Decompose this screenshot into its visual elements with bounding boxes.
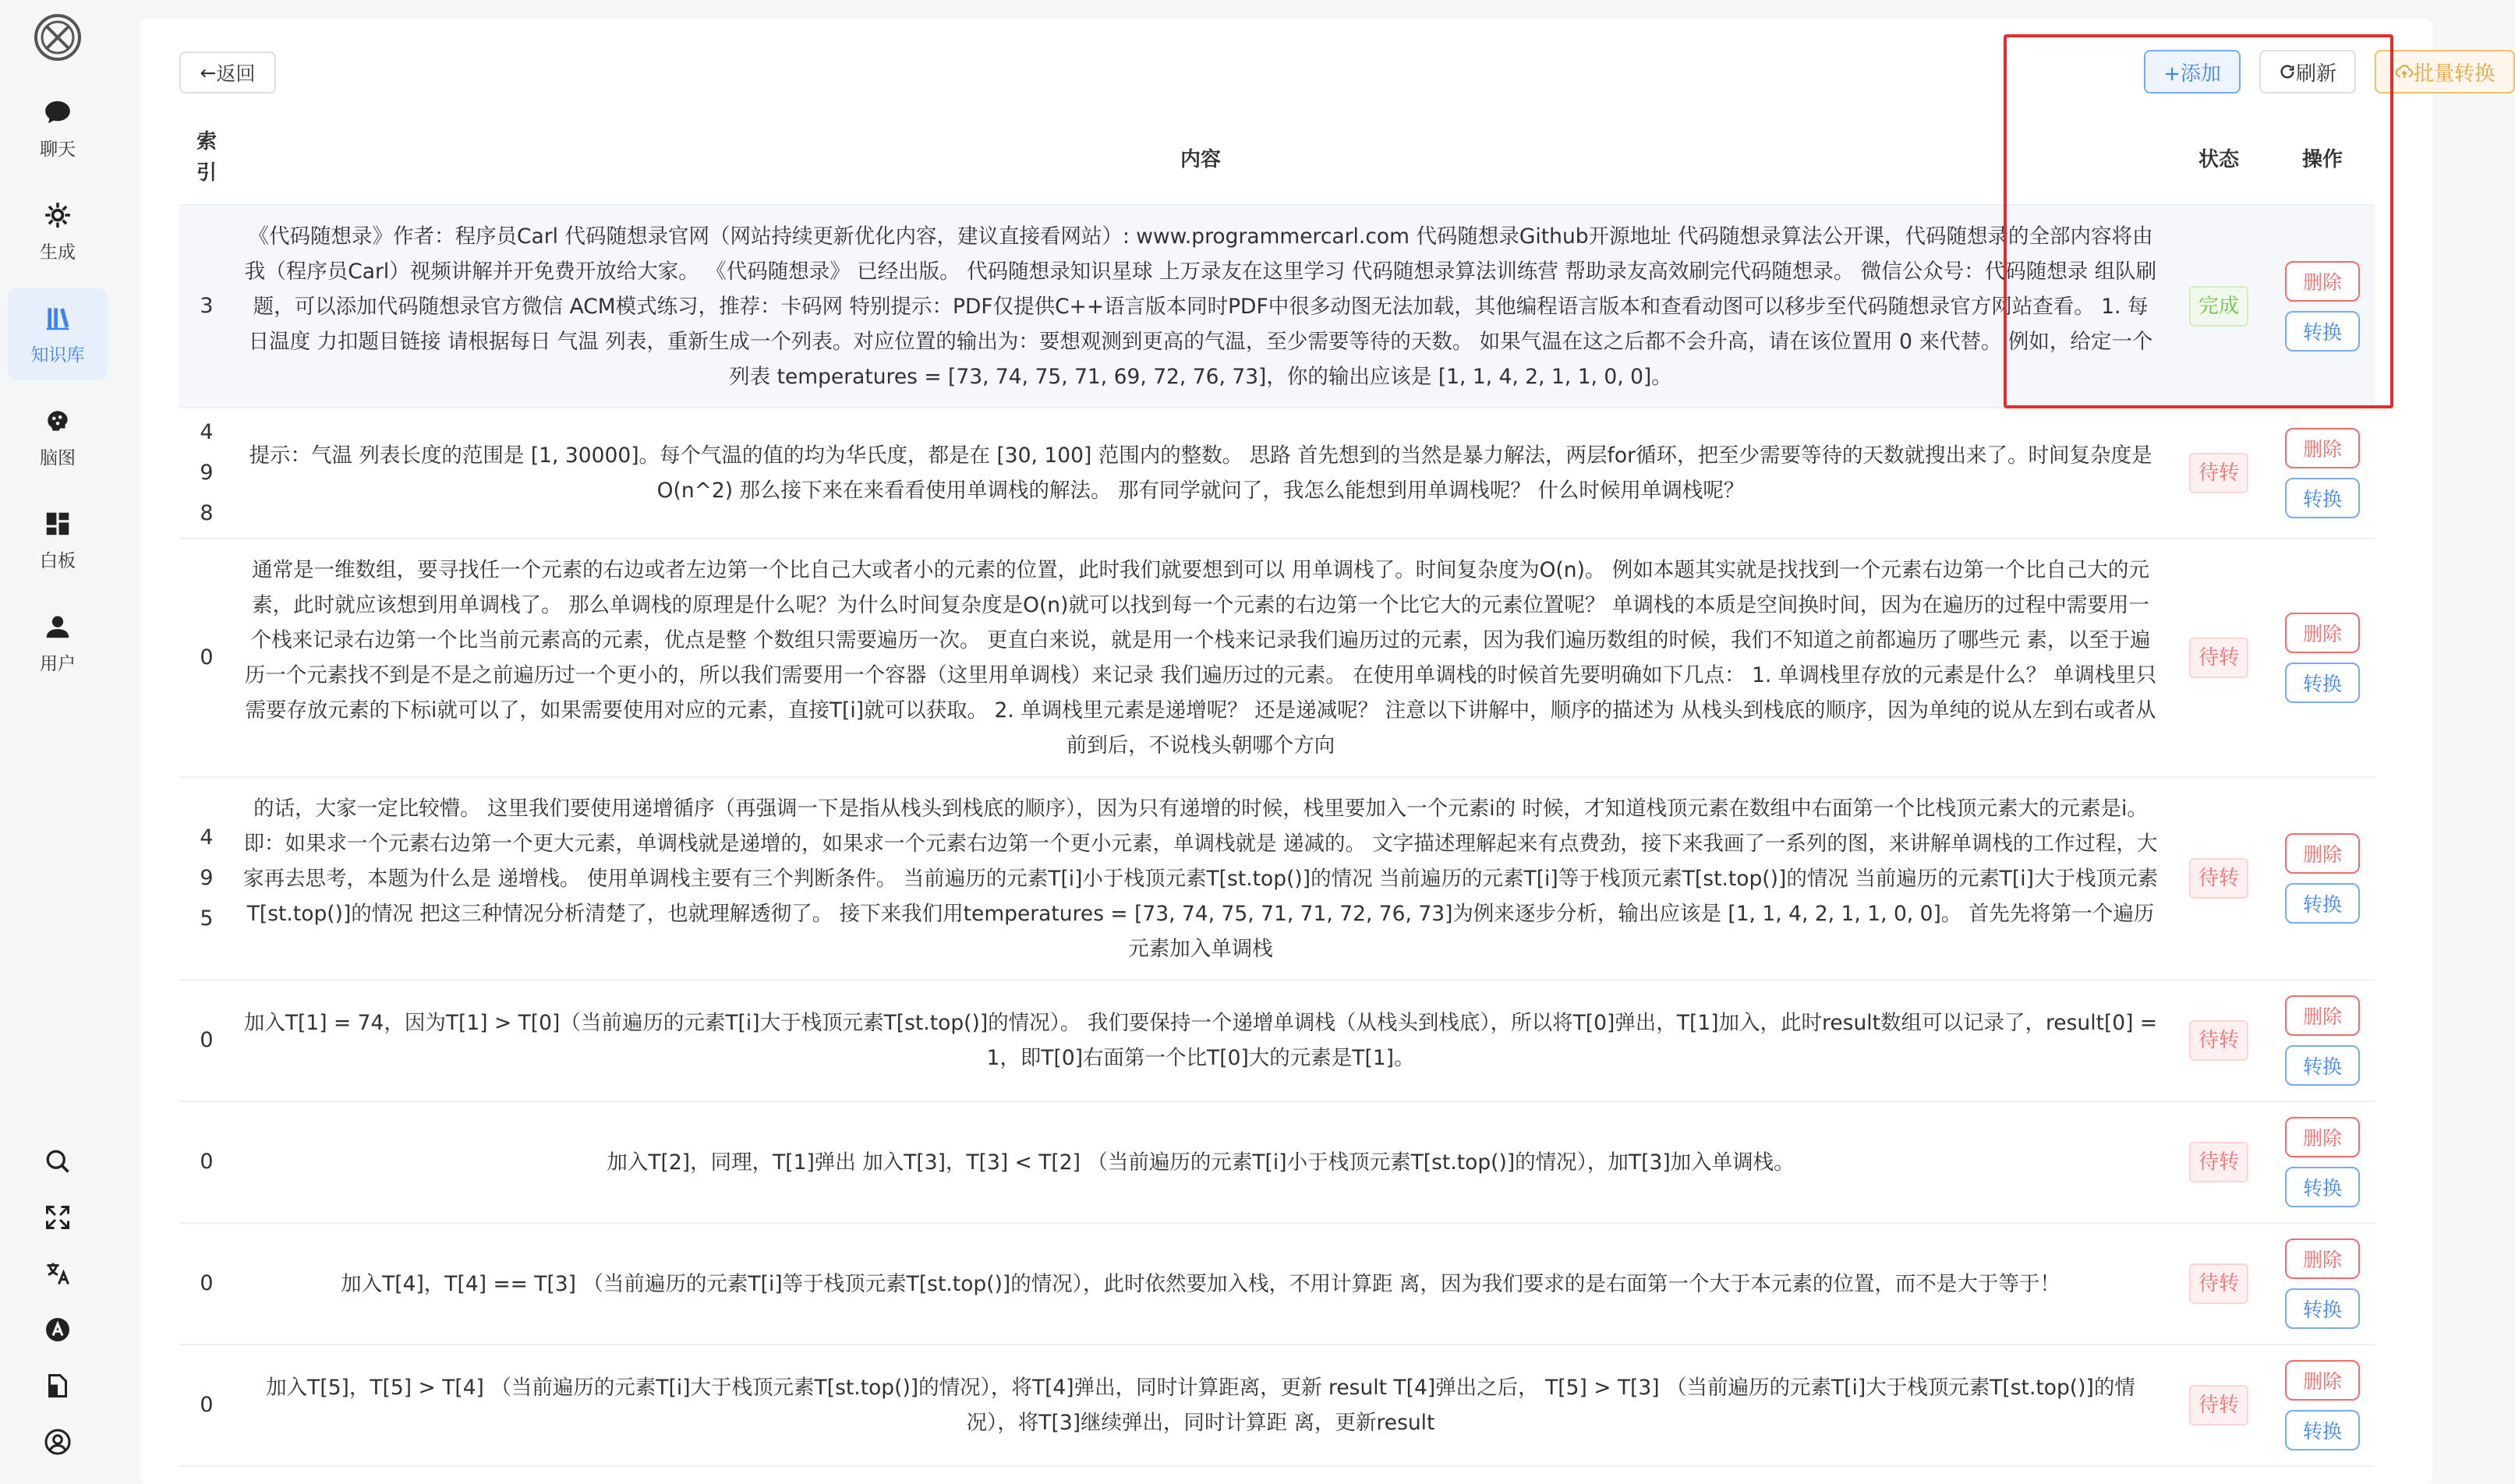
sidebar-item-label: 知识库	[30, 344, 85, 366]
row-content: 加入T[5]，T[5] > T[4] （当前遍历的元素T[i]大于栈顶元素T[st.top()]的情况），将T[4]弹出，同时计算距离，更新 result T[4]弹出之后， T[5] > T[3] （当前遍历的元素T[i]大于栈顶元素T[st.top()]的情况），将T[3]继续弹出，同时计算距 离，更新result	[266, 1376, 2135, 1435]
document-edit-icon[interactable]	[41, 1369, 75, 1403]
table-row	[179, 1102, 2375, 1224]
header-action: 操作	[2301, 147, 2343, 171]
table-row	[179, 408, 2375, 539]
status-badge: 完成	[2189, 286, 2248, 327]
status-badge: 待转	[2189, 1385, 2248, 1426]
status-badge: 待转	[2189, 638, 2248, 678]
chat-bubble-icon	[43, 97, 73, 127]
row-content: 《代码随想录》作者：程序员Carl 代码随想录官网（网站持续更新优化内容，建议直接看网站）: www.programmercarl.com 代码随想录Github开源地址 代码随想录算法公开课，代码随想录的全部内容将由我（程序员Carl）视频讲解并开免费开放给大家。 《代码随想录》 已经出版。 代码随想录知识星球 上万录友在这里学习 代码随想录算法训练营 帮助录友高效刷完代码随想录。 微信公众号：代码随想录 组队刷题，可以添加代码随想录官方微信 ACM模式练习，推荐：卡码网 特别提示：PDF仅提供C++语言版本同时PDF中很多动图无法加载，其他编程语言版本和查看动图可以移步至代码随想录官方网站查看。 1. 每日温度 力扣题目链接 请根据每日 气温 列表，重新生成一个列表。对应位置的输出为：要想观测到更高的气温，至少需要等待的天数。 如果气温在这之后都不会升高，请在该位置用 0 来代替。 例如，给定一个列表 temperatures = [73, 74, 75, 71, 69, 72, 76, 73]，你的输出应该是 [1, 1, 4, 2, 1, 1, 0, 0]。	[244, 224, 2157, 389]
sidebar-item-label: 聊天	[40, 139, 76, 160]
row-content: 加入T[2]，同理，T[1]弹出 加入T[3]，T[3] < T[2] （当前遍历的元素T[i]小于栈顶元素T[st.top()]的情况），加T[3]加入单调栈。	[607, 1150, 1795, 1175]
delete-button[interactable]: 删除	[2285, 1238, 2360, 1279]
translate-icon[interactable]	[41, 1256, 75, 1291]
row-index: 495	[200, 825, 214, 931]
table-header	[179, 111, 2375, 206]
refresh-icon	[2279, 63, 2296, 80]
table-body	[179, 206, 2375, 1467]
convert-button[interactable]: 转换	[2285, 1045, 2360, 1086]
convert-button[interactable]: 转换	[2285, 311, 2360, 352]
sidebar-item-label: 白板	[40, 550, 76, 571]
library-books-icon	[43, 303, 73, 333]
brain-map-icon	[43, 406, 73, 436]
knowledge-table	[179, 111, 2375, 1467]
table-row	[179, 539, 2375, 778]
sidebar-item-label: 脑图	[40, 447, 76, 468]
row-content: 的话，大家一定比较懵。 这里我们要使用递增循序（再强调一下是指从栈头到栈底的顺序），因为只有递增的时候，栈里要加入一个元素i的 时候，才知道栈顶元素在数组中右面第一个比栈顶元素大的元素是i。 即：如果求一个元素右边第一个更大元素，单调栈就是递增的，如果求一个元素右边第一个更小元素，单调栈就是 递减的。 文字描述理解起来有点费劲，接下来我画了一系列的图，来讲解单调栈的工作过程，大家再去思考，本题为什么是 递增栈。 使用单调栈主要有三个判断条件。 当前遍历的元素T[i]小于栈顶元素T[st.top()]的情况 当前遍历的元素T[i]等于栈顶元素T[st.top()]的情况 当前遍历的元素T[i]大于栈顶元素T[st.top()]的情况 把这三种情况分析清楚了，也就理解透彻了。 接下来我们用temperatures = [73, 74, 75, 71, 71, 72, 76, 73]为例来逐步分析，输出应该是 [1, 1, 4, 2, 1, 1, 0, 0]。 首先先将第一个遍历元素加入单调栈	[243, 796, 2158, 961]
sidebar-item-chat[interactable]	[8, 83, 108, 175]
row-index: 0	[200, 1393, 214, 1417]
row-index: 0	[200, 645, 214, 670]
delete-button[interactable]: 删除	[2285, 1117, 2360, 1157]
table-row	[179, 1224, 2375, 1345]
table-row	[179, 980, 2375, 1102]
table-row	[179, 206, 2375, 408]
header-index: 索引	[196, 130, 217, 185]
user-icon	[43, 612, 73, 641]
row-content: 提示：气温 列表长度的范围是 [1, 30000]。每个气温的值的均为华氏度，都是在 [30, 100] 范围内的整数。 思路 首先想到的当然是暴力解法，两层for循环，把至少需要等待的天数就搜出来了。时间复杂度是O(n^2) 那么接下来在来看看使用单调栈的解法。 那有同学就问了，我怎么能想到用单调栈呢？ 什么时候用单调栈呢？	[249, 443, 2152, 503]
sidebar-item-mindmap[interactable]	[8, 391, 108, 483]
delete-button[interactable]: 删除	[2285, 613, 2360, 653]
add-label: +添加	[2163, 62, 2221, 86]
row-index: 3	[200, 294, 214, 318]
back-arrow-icon: ←	[200, 61, 217, 84]
status-badge: 待转	[2189, 453, 2248, 493]
row-index: 498	[200, 420, 214, 525]
cloud-upload-icon	[2395, 62, 2414, 81]
row-index: 0	[200, 1028, 214, 1052]
sidebar-item-knowledge-base[interactable]	[8, 288, 108, 380]
convert-button[interactable]: 转换	[2285, 883, 2360, 924]
status-badge: 待转	[2189, 1020, 2248, 1061]
convert-button[interactable]: 转换	[2285, 1288, 2360, 1329]
header-status: 状态	[2198, 147, 2239, 171]
convert-button[interactable]: 转换	[2285, 662, 2360, 703]
batch-convert-label: 批量转换	[2413, 62, 2495, 86]
table-row	[179, 778, 2375, 980]
sidebar-item-label: 用户	[40, 653, 76, 674]
knowledge-base-panel	[140, 19, 2495, 1484]
row-content: 通常是一维数组，要寻找任一个元素的右边或者左边第一个比自己大或者小的元素的位置，此时我们就要想到可以 用单调栈了。时间复杂度为O(n)。 例如本题其实就是找找到一个元素右边第一个比自己大的元素，此时就应该想到用单调栈了。 那么单调栈的原理是什么呢？为什么时间复杂度是O(n)就可以找到每一个元素的右边第一个比它大的元素位置呢？ 单调栈的本质是空间换时间，因为在遍历的过程中需要用一个栈来记录右边第一个比当前元素高的元素，优点是整 个数组只需要遍历一次。 更直白来说，就是用一个栈来记录我们遍历过的元素，因为我们遍历数组的时候，我们不知道之前都遍历了哪些元 素，以至于遍历一个元素找不到是不是之前遍历过一个更小的，所以我们需要用一个容器（这里用单调栈）来记录 我们遍历过的元素。 在使用单调栈的时候首先要明确如下几点： 1. 单调栈里存放的元素是什么？ 单调栈里只需要存放元素的下标i就可以了，如果需要使用对应的元素，直接T[i]就可以获取。 2. 单调栈里元素是递增呢？ 还是递减呢？ 注意以下讲解中，顺序的描述为 从栈头到栈底的顺序，因为单纯的说从左到右或者从前到后，不说栈头朝哪个方向	[244, 558, 2157, 758]
sidebar	[0, 0, 115, 1470]
delete-button[interactable]: 删除	[2285, 1360, 2360, 1401]
convert-button[interactable]: 转换	[2285, 1410, 2360, 1450]
sidebar-item-label: 生成	[40, 242, 76, 263]
refresh-label: 刷新	[2295, 62, 2336, 86]
toolbar	[2004, 50, 2515, 95]
delete-button[interactable]: 删除	[2285, 261, 2360, 302]
font-a-icon[interactable]	[41, 1313, 75, 1347]
header-content: 内容	[1180, 147, 1221, 171]
sidebar-bottom-tools	[0, 1122, 115, 1459]
convert-button[interactable]: 转换	[2285, 1167, 2360, 1207]
sidebar-item-user[interactable]	[8, 597, 108, 689]
sidebar-nav	[8, 83, 108, 700]
refresh-button[interactable]	[2259, 50, 2356, 94]
back-button[interactable]	[179, 51, 276, 94]
row-index: 0	[200, 1271, 214, 1295]
table-row	[179, 1345, 2375, 1467]
add-button[interactable]	[2144, 50, 2241, 94]
delete-button[interactable]: 删除	[2285, 995, 2360, 1036]
delete-button[interactable]: 删除	[2285, 428, 2360, 468]
row-index: 0	[200, 1150, 214, 1174]
whiteboard-grid-icon	[43, 509, 73, 539]
convert-button[interactable]: 转换	[2285, 478, 2360, 518]
fullscreen-icon[interactable]	[41, 1200, 75, 1235]
status-badge: 待转	[2189, 1142, 2248, 1182]
sidebar-item-whiteboard[interactable]	[8, 494, 108, 586]
row-content: 加入T[4]，T[4] == T[3] （当前遍历的元素T[i]等于栈顶元素T[st.top()]的情况），此时依然要加入栈，不用计算距 离，因为我们要求的是右面第一个大于本元素的位置，而不是大于等于！	[341, 1271, 2060, 1296]
delete-button[interactable]: 删除	[2285, 833, 2360, 874]
account-circle-icon[interactable]	[41, 1425, 75, 1459]
status-badge: 待转	[2189, 858, 2248, 899]
sidebar-item-generate[interactable]	[8, 186, 108, 277]
status-badge: 待转	[2189, 1263, 2248, 1304]
batch-convert-button[interactable]	[2375, 50, 2515, 94]
search-icon[interactable]	[41, 1144, 75, 1178]
generate-sparkle-icon	[43, 200, 73, 230]
row-content: 加入T[1] = 74，因为T[1] > T[0]（当前遍历的元素T[i]大于栈顶元素T[st.top()]的情况）。 我们要保持一个递增单调栈（从栈头到栈底），所以将T[0]弹出，T[1]加入，此时result数组可以记录了，result[0] = 1，即T[0]右面第一个比T[0]大的元素是T[1]。	[243, 1011, 2158, 1070]
app-logo-icon[interactable]	[33, 12, 83, 62]
back-label: 返回	[216, 62, 256, 85]
